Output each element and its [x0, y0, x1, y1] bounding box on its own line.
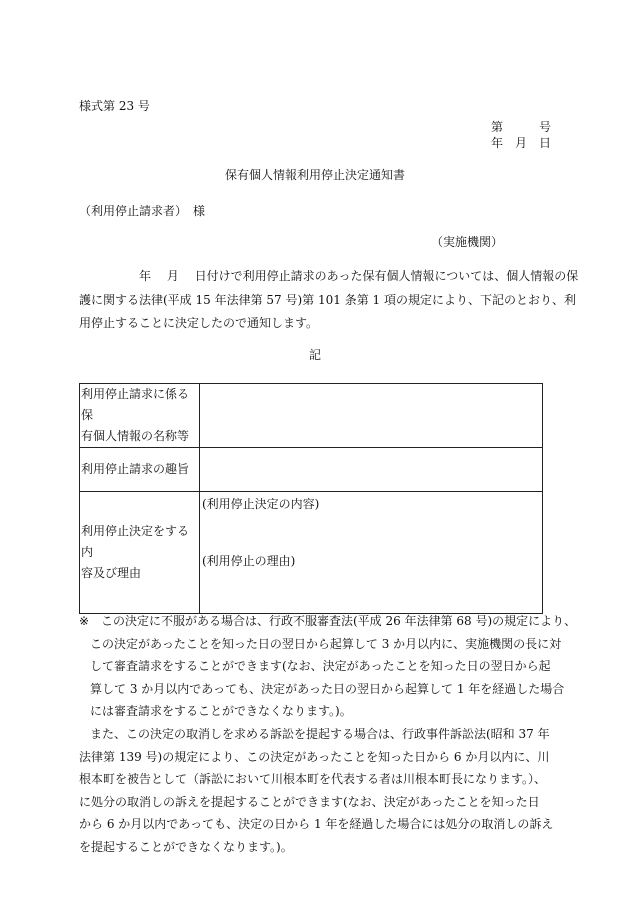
note-text: この決定に不服がある場合は、行政不服審査法(平成 26 年法律第 68 号)の規定により、: [101, 614, 577, 628]
note-line: [79, 610, 577, 633]
decision-table: [79, 383, 543, 614]
row-label: [80, 384, 200, 448]
note-line: また、この決定の取消しを求める訴訟を提起する場合は、行政事件訴訟法(昭和 37 年: [90, 726, 550, 741]
note-line: 算して 3 か月以内であっても、決定があった日の翌日から起算して 1 年を経過した場合: [90, 681, 565, 696]
issuing-agency: （実施機関）: [431, 235, 504, 249]
body-paragraph: [79, 265, 579, 336]
row-label: [80, 492, 200, 614]
note-line: に処分の取消しの訴えを提起することができます(なお、決定があったことを知った日: [79, 794, 540, 809]
table-row: [80, 384, 543, 448]
body-line: 年 月 日付けで利用停止請求のあった保有個人情報については、個人情報の保: [79, 269, 579, 283]
reference-date: 年 月 日: [490, 136, 551, 150]
label-line: 利用停止請求の趣旨: [81, 462, 190, 476]
ki-heading: 記: [308, 348, 321, 362]
label-line: 容及び理由: [81, 566, 142, 580]
note-line: から 6 か月以内であっても、決定の日から 1 年を経過した場合には処分の取消しの訴え: [79, 817, 554, 832]
table-row: [80, 448, 543, 492]
row-value-cell: [200, 384, 543, 448]
row-value-cell: [200, 492, 543, 614]
note-line: には審査請求をすることができなくなります。)。: [90, 704, 352, 719]
note-line: 法律第 139 号)の規定により、この決定があったことを知った日から 6 か月以内に、川: [79, 749, 550, 764]
reference-block: [491, 119, 551, 151]
label-line: 有個人情報の名称等: [81, 429, 190, 443]
notes-section: [79, 610, 577, 859]
form-number: 様式第 23 号: [79, 99, 150, 113]
decision-reason-heading: (利用停止の理由): [202, 554, 296, 568]
note-line: 根本町を被告として（訴訟において川根本町を代表する者は川根本町長になります。）、: [79, 772, 547, 787]
note-line: を提起することができなくなります。)。: [79, 839, 293, 854]
decision-content-heading: (利用停止決定の内容): [202, 497, 320, 511]
reference-number: 第 号: [490, 120, 551, 134]
note-line: して審査請求をすることができます(なお、決定があったことを知った日の翌日から起: [90, 659, 551, 674]
label-line: 利用停止決定をする内: [81, 524, 190, 559]
note-mark: ※: [79, 614, 90, 628]
document-title: 保有個人情報利用停止決定通知書: [224, 168, 405, 182]
addressee: （利用停止請求者） 様: [79, 204, 206, 218]
row-value-cell: [200, 448, 543, 492]
row-label: [80, 448, 200, 492]
body-line: 護に関する法律(平成 15 年法律第 57 号)第 101 条第 1 項の規定により、下記のとおり、利: [79, 292, 576, 307]
note-line: この決定があったことを知った日の翌日から起算して 3 か月以内に、実施機関の長に対: [90, 636, 562, 651]
label-line: 利用停止請求に係る保: [81, 387, 190, 422]
body-line: 用停止することに決定したので通知します。: [79, 316, 319, 331]
table-row: [80, 492, 543, 614]
